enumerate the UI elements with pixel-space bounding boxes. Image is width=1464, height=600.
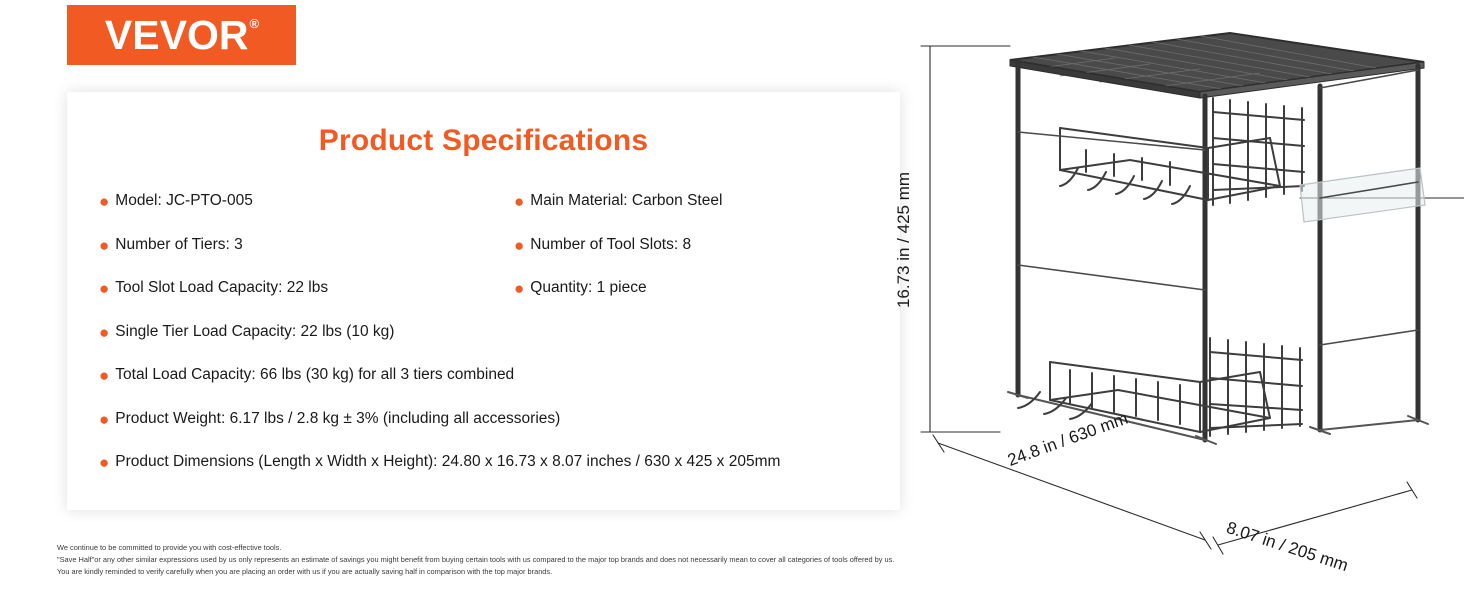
logo-text xyxy=(104,11,260,58)
spec-row xyxy=(81,354,900,398)
bullet-icon: ● xyxy=(99,409,110,429)
disclaimer-line-3: You are kindly reminded to verify carefully when you are placing an order with us if you are actually saving half in comparison with the top major brands. xyxy=(57,566,553,576)
spec-item xyxy=(81,192,514,211)
spec-item-label: Number of Tiers: 3 xyxy=(115,235,243,253)
spec-item xyxy=(514,236,894,255)
spec-item-label: Single Tier Load Capacity: 22 lbs (10 kg) xyxy=(115,322,395,340)
spec-list xyxy=(67,180,900,485)
spec-row xyxy=(81,180,900,224)
spec-item xyxy=(81,453,900,472)
bottom-tier xyxy=(1018,338,1302,436)
tool-rack-illustration xyxy=(900,0,1464,600)
bullet-icon: ● xyxy=(99,366,110,386)
disclaimer-line-2: "Save Half"or any other similar expressions used by us only represents an estimate of savings you might benefit from buying certain tools with us compared to the major top brands and does not necessarily mean to cover all categories of tools offered by us. xyxy=(57,554,895,564)
spec-item-label: Number of Tool Slots: 8 xyxy=(530,235,692,253)
page-title: Product Specifications xyxy=(318,124,649,157)
bullet-icon: ● xyxy=(514,235,525,255)
spec-item xyxy=(81,323,900,342)
bullet-icon: ● xyxy=(99,235,110,255)
spec-item xyxy=(81,279,514,298)
product-specifications-card xyxy=(67,92,900,510)
disclaimer-line-1: We continue to be committed to provide you with cost-effective tools. xyxy=(57,543,282,552)
middle-tier xyxy=(1060,98,1304,205)
spec-item xyxy=(81,236,514,255)
bullet-icon: ● xyxy=(514,279,525,299)
bullet-icon: ● xyxy=(99,279,110,299)
frame-posts xyxy=(1018,62,1418,440)
top-shelf xyxy=(1010,33,1424,98)
dimension-length-label: 24.8 in / 630 mm xyxy=(1005,408,1131,470)
spec-row xyxy=(81,311,900,355)
spec-item xyxy=(81,410,900,429)
spec-item xyxy=(514,192,894,211)
dimension-lines xyxy=(921,46,1464,554)
spec-item-label: Model: JC-PTO-005 xyxy=(115,192,253,210)
dimension-depth-label: 8.07 in / 205 mm xyxy=(1224,518,1351,576)
product-image-area xyxy=(894,0,1464,600)
logo-brand-name: VEVOR xyxy=(104,11,249,58)
spec-item-label: Product Dimensions (Length x Width x Height): 24.80 x 16.73 x 8.07 inches / 630 x 425 x 205mm xyxy=(115,453,781,471)
dimension-height-label: 16.73 in / 425 mm xyxy=(894,171,914,309)
spec-row xyxy=(81,441,900,485)
spec-item-label: Main Material: Carbon Steel xyxy=(530,192,723,210)
bullet-icon: ● xyxy=(514,192,525,212)
spec-item-label: Quantity: 1 piece xyxy=(530,279,647,297)
spec-row xyxy=(81,267,900,311)
registered-mark-icon: ® xyxy=(249,15,260,31)
spec-row xyxy=(81,224,900,268)
bullet-icon: ● xyxy=(99,192,110,212)
spec-row xyxy=(81,398,900,442)
spec-item xyxy=(514,279,894,298)
bullet-icon: ● xyxy=(99,322,110,342)
spec-item-label: Total Load Capacity: 66 lbs (30 kg) for all 3 tiers combined xyxy=(115,366,515,384)
spec-item-label: Product Weight: 6.17 lbs / 2.8 kg ± 3% (including all accessories) xyxy=(115,409,561,427)
bullet-icon: ● xyxy=(99,453,110,473)
vevor-logo xyxy=(67,5,296,65)
spec-item-label: Tool Slot Load Capacity: 22 lbs xyxy=(115,279,329,297)
spec-item xyxy=(81,366,900,385)
